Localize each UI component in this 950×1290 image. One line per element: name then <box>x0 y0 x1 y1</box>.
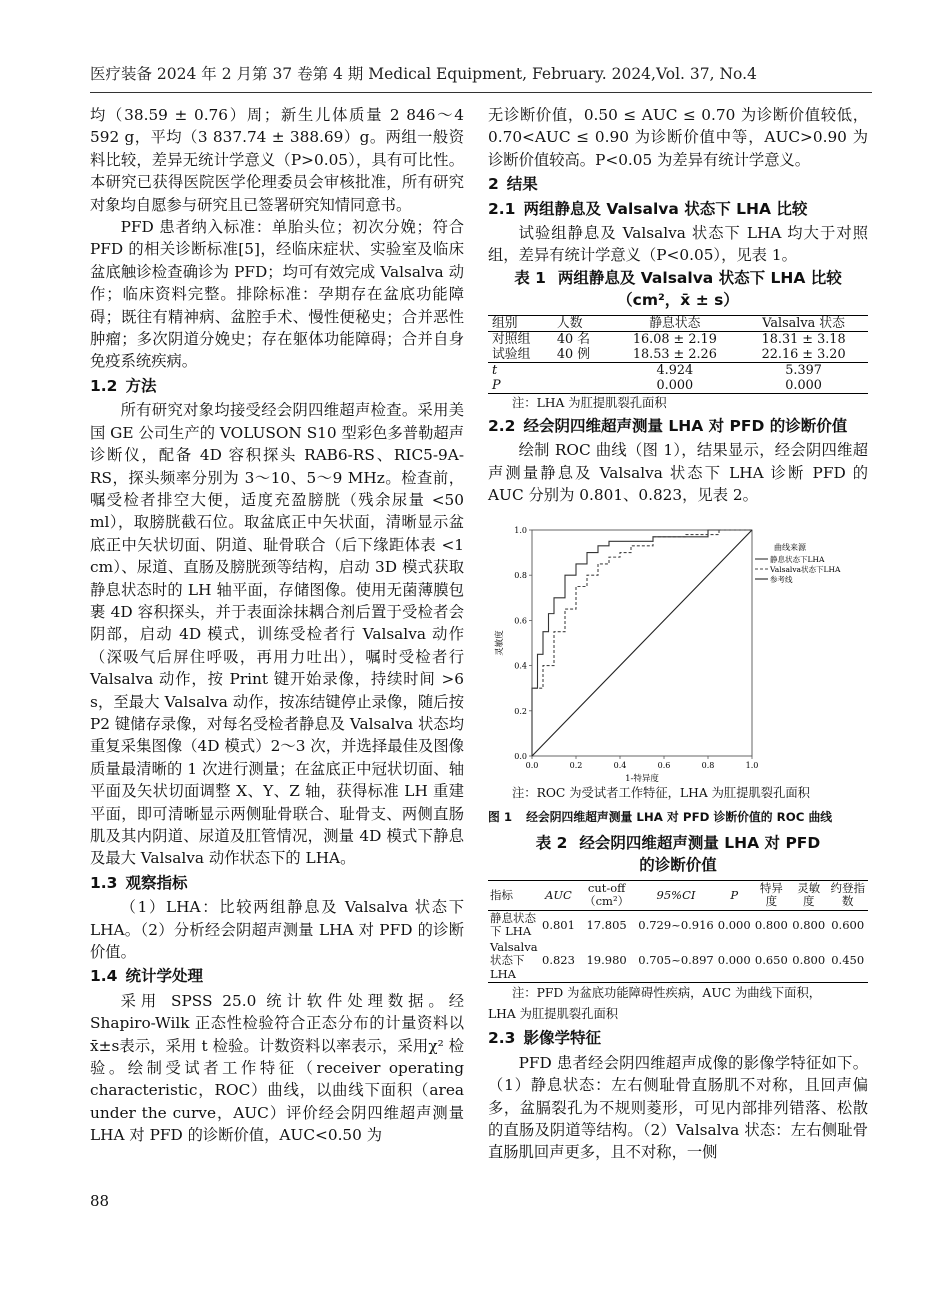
paragraph: 均（38.59 ± 0.76）周；新生儿体质量 2 846～4 592 g，平均（3 837.74 ± 388.69）g。两组一般资料比较，差异无统计学意义（P>0.05），具有可比性。本研究已获得医院医学伦理委员会审核批准，所有研究对象均自愿参与研究且已签署研究知情同意书。 <box>90 106 464 214</box>
table1 <box>488 315 868 394</box>
table-header-cell: cut-off（cm²） <box>584 880 630 909</box>
table-cell: 0.800 <box>792 917 826 932</box>
x-tick-label: 0.6 <box>657 761 671 771</box>
table-label: 表 2 <box>535 833 568 852</box>
header-rule <box>90 92 872 93</box>
table-header-cell: 组别 <box>492 315 518 331</box>
table-header-cell: P <box>730 887 739 902</box>
table-header-cell: 人数 <box>556 315 583 331</box>
y-axis-label: 灵敏度 <box>495 630 505 657</box>
figure-title: 经会阴四维超声测量 LHA 对 PFD 诊断价值的 ROC 曲线 <box>526 810 833 825</box>
right-column <box>488 104 868 1164</box>
section-title: 方法 <box>125 376 157 395</box>
section-number: 2.1 <box>488 199 516 218</box>
table-header-cell: 指标 <box>490 887 513 902</box>
table-cell <box>553 362 611 378</box>
paragraph: 无诊断价值，0.50 ≤ AUC ≤ 0.70 为诊断价值较低，0.70<AUC ≤ 0.90 为诊断价值中等，AUC>0.90 为诊断价值较高。P<0.05 为差异有统计学意义。 <box>488 106 868 169</box>
table-header-cell: 静息状态 <box>649 315 701 331</box>
page-number: 88 <box>90 1192 110 1210</box>
section-number: 2 <box>488 175 499 194</box>
table1-unit: （cm²，x̄ ± s） <box>617 290 739 309</box>
table-cell: 40 名 <box>556 331 591 347</box>
table-cell: 0.000 <box>656 377 694 393</box>
journal-header: 医疗装备 2024 年 2 月第 37 卷第 4 期 Medical Equipment, February. 2024,Vol. 37, No.4 <box>90 65 757 83</box>
table-cell: P <box>492 377 501 393</box>
x-tick-label: 0.0 <box>525 761 539 771</box>
legend-label: 参考线 <box>770 575 793 585</box>
table1-note: 注：LHA 为肛提肌裂孔面积 <box>512 395 667 410</box>
table-header-row <box>488 880 868 910</box>
table-cell: 18.31 ± 3.18 <box>761 331 846 347</box>
y-tick-label: 0.0 <box>514 752 527 762</box>
roc-chart <box>488 506 868 784</box>
table-header-row <box>488 315 868 331</box>
table-cell <box>553 378 611 394</box>
legend-label: 静息状态下LHA <box>770 555 825 565</box>
table-header-cell: Valsalva 状态 <box>762 315 845 331</box>
section-title: 结果 <box>506 175 538 194</box>
table-label: 表 1 <box>514 268 546 287</box>
table-row <box>488 362 868 378</box>
section-heading <box>90 872 464 894</box>
table-row <box>488 378 868 394</box>
table-header-cell: 95%CI <box>656 887 696 902</box>
y-tick-label: 0.6 <box>514 616 527 626</box>
x-axis-label: 1-特异度 <box>625 774 659 785</box>
figure-note: 注：ROC 为受试者工作特征，LHA 为肛提肌裂孔面积 <box>512 786 810 801</box>
table-row <box>488 940 868 983</box>
x-tick-label: 0.4 <box>613 761 627 771</box>
table-cell: 0.650 <box>754 953 788 968</box>
table2-caption-line2: 的诊断价值 <box>639 855 717 874</box>
table-cell: 0.729~0.916 <box>638 917 714 932</box>
table-cell: 22.16 ± 3.20 <box>761 346 846 362</box>
figure-label: 图 1 <box>488 810 513 825</box>
table-cell: 试验组 <box>492 346 531 362</box>
paragraph: 试验组静息及 Valsalva 状态下 LHA 均大于对照组，差异有统计学意义（P<0.05），见表 1。 <box>488 224 868 265</box>
table2-caption <box>488 832 868 854</box>
table-row <box>488 331 868 347</box>
y-tick-label: 0.4 <box>514 662 527 672</box>
table-cell: 0.823 <box>542 953 575 968</box>
section-heading <box>90 375 464 397</box>
section-number: 1.3 <box>90 873 118 892</box>
table-cell: 0.000 <box>717 953 751 968</box>
table-cell: 0.000 <box>717 917 751 932</box>
table-cell: Valsalva 状态下 LHA <box>490 939 538 981</box>
legend-label: Valsalva状态下LHA <box>770 565 841 575</box>
table-cell: 0.600 <box>831 917 865 932</box>
section-number: 1.2 <box>90 376 118 395</box>
table-cell: 0.800 <box>754 917 788 932</box>
table-cell: 静息状态下 LHA <box>490 910 536 939</box>
table-cell: 19.980 <box>586 953 627 968</box>
paragraph: PFD 患者纳入标准：单胎头位；初次分娩；符合 PFD 的相关诊断标准[5]，经临床症状、实验室及临床盆底触诊检查确诊为 PFD；均可有效完成 Valsalva 动作；临床资料完整。排除标准：孕期存在盆底功能障碍；既往有精神病、盆腔手术、慢性便秘史；合并恶性肿瘤；多次阴道分娩史；存在躯体功能障碍；合并自身免疫系统疾病。 <box>90 218 464 371</box>
table-cell: 0.000 <box>785 377 822 393</box>
table-title: 经会阴四维超声测量 LHA 对 PFD <box>579 833 821 852</box>
table-cell: 16.08 ± 2.19 <box>632 331 717 347</box>
table-cell: 0.450 <box>831 953 865 968</box>
table-header-cell: 灵敏度 <box>797 880 821 909</box>
table-header-cell: AUC <box>545 887 572 902</box>
section-number: 2.2 <box>488 416 516 435</box>
y-tick-label: 0.2 <box>514 707 527 717</box>
section-title: 观察指标 <box>125 873 188 892</box>
section-title: 两组静息及 Valsalva 状态下 LHA 比较 <box>523 199 808 218</box>
section-number: 1.4 <box>90 967 118 986</box>
table-cell: 对照组 <box>492 331 531 347</box>
left-column <box>90 104 464 1147</box>
section-title: 经会阴四维超声测量 LHA 对 PFD 的诊断价值 <box>523 416 848 435</box>
table-row <box>488 347 868 363</box>
table-header-cell: 约登指数 <box>830 880 865 909</box>
paragraph: （1）LHA：比较两组静息及 Valsalva 状态下 LHA。（2）分析经会阴超声测量 LHA 对 PFD 的诊断价值。 <box>90 898 464 962</box>
table-title: 两组静息及 Valsalva 状态下 LHA 比较 <box>557 268 842 287</box>
section-title: 影像学特征 <box>523 1029 601 1048</box>
table1-caption <box>488 267 868 289</box>
x-tick-label: 0.8 <box>701 761 715 771</box>
table-cell: t <box>492 362 498 378</box>
section-heading <box>488 415 868 437</box>
y-tick-label: 1.0 <box>514 526 527 536</box>
section-heading <box>488 173 868 195</box>
section-heading <box>488 198 868 220</box>
y-tick-label: 0.8 <box>514 571 527 581</box>
figure-caption <box>488 806 868 828</box>
paragraph: 绘制 ROC 曲线（图 1），结果显示，经会阴四维超声测量静息及 Valsalva 状态下 LHA 诊断 PFD 的 AUC 分别为 0.801、0.823，见表 2。 <box>488 441 868 505</box>
section-heading <box>488 1027 868 1049</box>
section-number: 2.3 <box>488 1029 516 1048</box>
table2-note: 注：PFD 为盆底功能障碍性疾病，AUC 为曲线下面积， <box>512 986 822 1001</box>
table-cell: 0.801 <box>542 917 575 932</box>
section-heading <box>90 965 464 987</box>
paragraph: 所有研究对象均接受经会阴四维超声检查。采用美国 GE 公司生产的 VOLUSON S10 型彩色多普勒超声诊断仪，配备 4D 容积探头 RAB6-RS、RIC5-9A-RS，探头频率分别为 3～10、5～9 MHz。检查前，嘱受检者排空大便，适度充盈膀胱（残余尿量 <50 ml），取膀胱截石位。取盆底正中矢状面，清晰显示盆底正中矢状切面、阴道、耻骨联合（后下缘距体表 <1 cm）、尿道、直肠及膀胱颈等结构，启动 3D 模式获取静息状态时的 LH 轴平面，存储图像。使用无菌薄膜包裹 4D 容积探头，并于表面涂抹耦合剂后置于受检者会阴部，启动 4D 模式，训练受检者行 Valsalva 动作（深吸气后屏住呼吸，再用力吐出），嘱时受检者行 Valsalva 动作，按 Print 键开始录像，持续时间 >6 s，至最大 Valsalva 动作，按冻结键停止录像，随后按 P2 键储存录像，对每名受检者静息及 Valsalva 状态均重复采集图像（4D 模式）2～3 次，并选择最佳及图像质量最清晰的 1 次进行测量；在盆底正中冠状切面、轴平面及矢状切面调整 X、Y、Z 轴，获得标准 LH 重建平面，即可清晰显示两侧耻骨联合、耻骨支、两侧直肠肌及其内阴道、尿道及肛管情况，测量 4D 模式下静息及最大 Valsalva 动作状态下的 LHA。 <box>90 401 464 868</box>
series-line-3 <box>532 530 752 756</box>
x-tick-label: 1.0 <box>745 761 759 771</box>
table2 <box>488 880 868 984</box>
table-cell: 5.397 <box>785 362 822 378</box>
table-cell: 40 例 <box>556 346 591 362</box>
table-cell: 4.924 <box>656 362 694 378</box>
table2-note-cont: LHA 为肛提肌裂孔面积 <box>488 1007 619 1022</box>
section-title: 统计学处理 <box>125 967 203 986</box>
table-header-cell: 特异度 <box>759 880 783 909</box>
table-cell: 0.705~0.897 <box>638 953 714 968</box>
x-tick-label: 0.2 <box>569 761 583 771</box>
roc-figure <box>488 506 868 784</box>
table-cell: 18.53 ± 2.26 <box>632 346 717 362</box>
legend-title: 曲线来源 <box>774 543 806 553</box>
paragraph: 采用 SPSS 25.0 统计软件处理数据。经 Shapiro-Wilk 正态性检验符合正态分布的计量资料以x̄±s表示，采用 t 检验。计数资料以率表示，采用χ² 检验。绘制受试者工作特征（receiver operating characteristic，ROC）曲线，以曲线下面积（area under the curve，AUC）评价经会阴四维超声测量 LHA 对 PFD 的诊断价值，AUC<0.50 为 <box>90 991 464 1145</box>
table-cell: 0.800 <box>792 953 826 968</box>
table-row <box>488 910 868 940</box>
paragraph: PFD 患者经会阴四维超声成像的影像学特征如下。（1）静息状态：左右侧耻骨直肠肌不对称，且回声偏多，盆膈裂孔为不规则菱形，可见内部排列错落、松散的直肠及阴道等结构。（2）Valsalva 状态：左右侧耻骨直肠肌回声更多，且不对称，一侧 <box>488 1053 868 1162</box>
table-cell: 17.805 <box>586 917 627 932</box>
